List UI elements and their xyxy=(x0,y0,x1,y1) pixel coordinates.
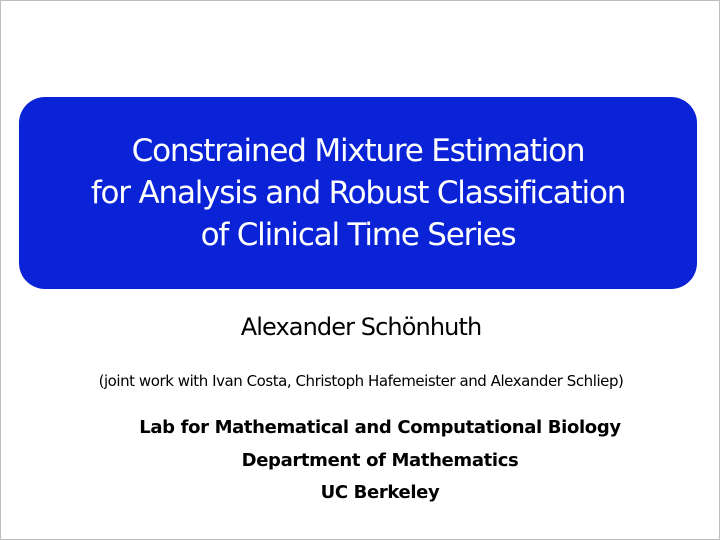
author-name: Alexander Schönhuth xyxy=(240,313,482,341)
title-box xyxy=(19,97,697,289)
collaborators-note: (joint work with Ivan Costa, Christoph Hafemeister and Alexander Schliep) xyxy=(98,372,624,390)
affiliation-university: UC Berkeley xyxy=(320,482,440,503)
title-line-3: of Clinical Time Series xyxy=(200,217,516,253)
affiliation-department: Department of Mathematics xyxy=(241,450,519,471)
title-line-2: for Analysis and Robust Classification xyxy=(90,175,626,211)
affiliation-lab: Lab for Mathematical and Computational Biology xyxy=(139,417,621,438)
title-line-1: Constrained Mixture Estimation xyxy=(131,133,585,169)
